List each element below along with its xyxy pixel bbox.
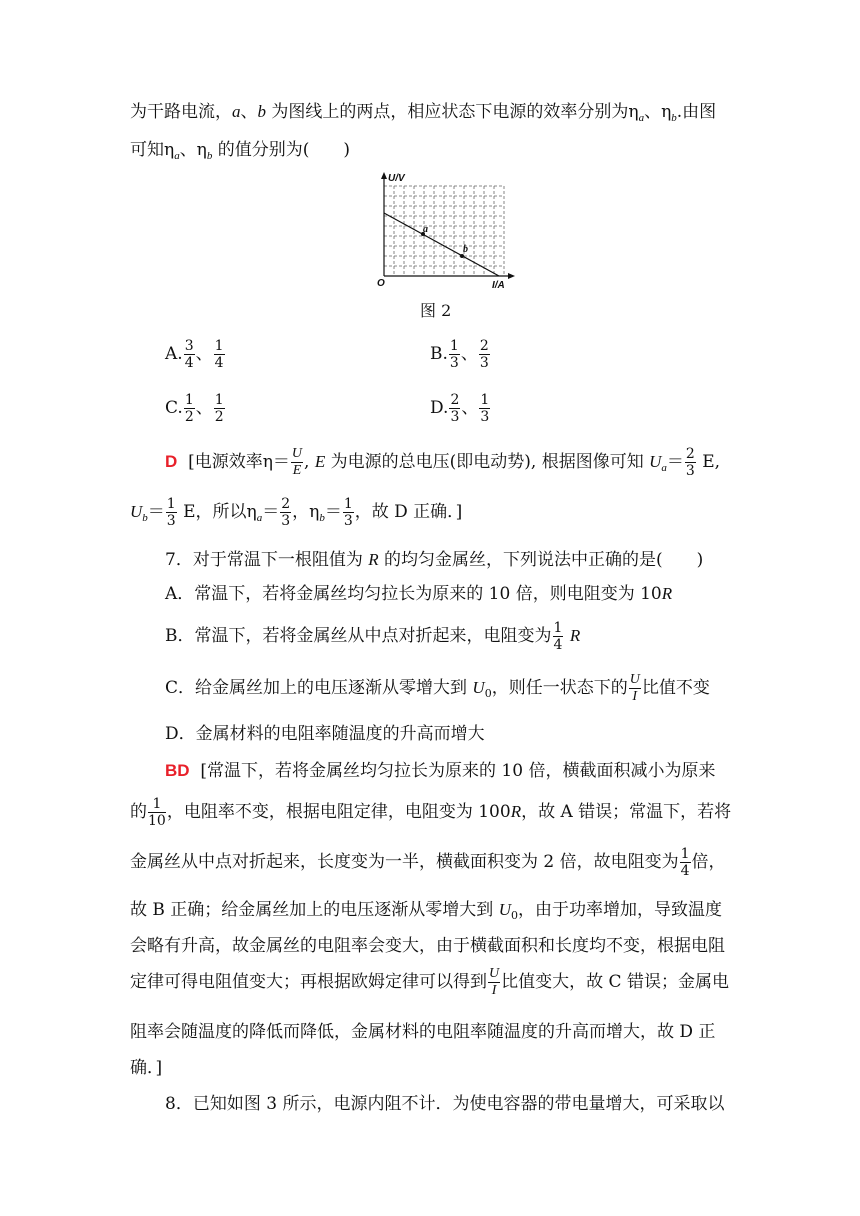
intro-line-1: 为干路电流，a、b 为图线上的两点，相应状态下电源的效率分别为$\eta_a$、$\eta_b$.由图 (130, 102, 717, 124)
answer-7-key: BD (165, 761, 190, 780)
answer-7-line-8: 确．] (130, 1058, 163, 1078)
answer-7-line-6: 定律可得电阻值变大；再根据欧姆定律可以得到 $\frac{U}{I}$ 比值变大，故 C 错误；金属电 (130, 966, 729, 998)
point-b-label: b (463, 244, 468, 255)
answer-7-line-5: 会略有升高，故金属丝的电阻率会变大，由于横截面积和长度均不变，根据电阻 (130, 936, 725, 956)
x-axis-label: I/A (492, 280, 505, 291)
question-7-option-b[interactable]: B．常温下，若将金属丝从中点对折起来，电阻变为 $\frac{1}{4}$ R (165, 620, 581, 653)
question-7-option-d[interactable]: D．金属材料的电阻率随温度的升高而增大 (165, 724, 485, 744)
question-7-option-c[interactable]: C．给金属丝加上的电压逐渐从零增大到 $U_0$，则任一状态下的 $\frac{U}{I}$ 比值不变 (165, 672, 710, 704)
intro-line-2: 可知$\eta_a$、$\eta_b$ 的值分别为( ) (130, 140, 351, 162)
option-b[interactable]: B. $\frac{1}{3}$ 、 $\frac{2}{3}$ (430, 338, 489, 371)
graph-line (384, 213, 499, 276)
option-c[interactable]: C. $\frac{1}{2}$ 、 $\frac{1}{2}$ (165, 392, 224, 425)
point-a-label: a (423, 224, 428, 235)
figure-caption: 图 2 (420, 301, 452, 320)
origin-label: O (377, 278, 385, 289)
answer-7-line-2: 的 $\frac{1}{10}$ ，电阻率不变，根据电阻定律，电阻变为 100R，故 A 错误；常温下，若将 (130, 796, 732, 829)
graph-grid (384, 186, 504, 276)
answer-6-line-2: $U_b=$ $\frac{1}{3}$ E，所以$\eta_a=$ $\frac{2}{3}$ ，$\eta_b=$ $\frac{1}{3}$ ，故 D 正确．] (130, 496, 463, 529)
y-axis-arrow (381, 172, 387, 179)
u-i-graph-figure (375, 172, 515, 292)
option-d[interactable]: D. $\frac{2}{3}$ 、 $\frac{1}{3}$ (430, 392, 490, 425)
question-8-stem: 8．已知如图 3 所示，电源内阻不计．为使电容器的带电量增大，可采取以 (165, 1094, 725, 1114)
option-a[interactable]: A. $\frac{3}{4}$ 、 $\frac{1}{4}$ (165, 338, 224, 371)
y-axis-label: U/V (388, 173, 405, 184)
x-axis-arrow (508, 273, 515, 279)
answer-7-line-1: BD [常温下，若将金属丝均匀拉长为原来的 10 倍，横截面积减小为原来 (165, 761, 716, 781)
answer-6-line-1: D [电源效率η＝ $\frac{U}{E}$ , E 为电源的总电压(即电动势), 根据图像可知 $U_a=$ $\frac{2}{3}$ E, (165, 446, 721, 479)
answer-6-key: D (165, 452, 178, 471)
question-7-stem: 7．对于常温下一根阻值为 R 的均匀金属丝，下列说法中正确的是( ) (165, 550, 704, 570)
answer-7-line-4: 故 B 正确；给金属丝加上的电压逐渐从零增大到 $U_0$，由于功率增加，导致温度 (130, 900, 722, 922)
answer-7-line-3: 金属丝从中点对折起来，长度变为一半，横截面积变为 2 倍，故电阻变为 $\frac{1}{4}$ 倍， (130, 846, 726, 879)
question-7-option-a[interactable]: A．常温下，若将金属丝均匀拉长为原来的 10 倍，则电阻变为 10R (165, 584, 673, 604)
answer-7-line-7: 阻率会随温度的降低而降低，金属材料的电阻率随温度的升高而增大，故 D 正 (130, 1022, 716, 1042)
